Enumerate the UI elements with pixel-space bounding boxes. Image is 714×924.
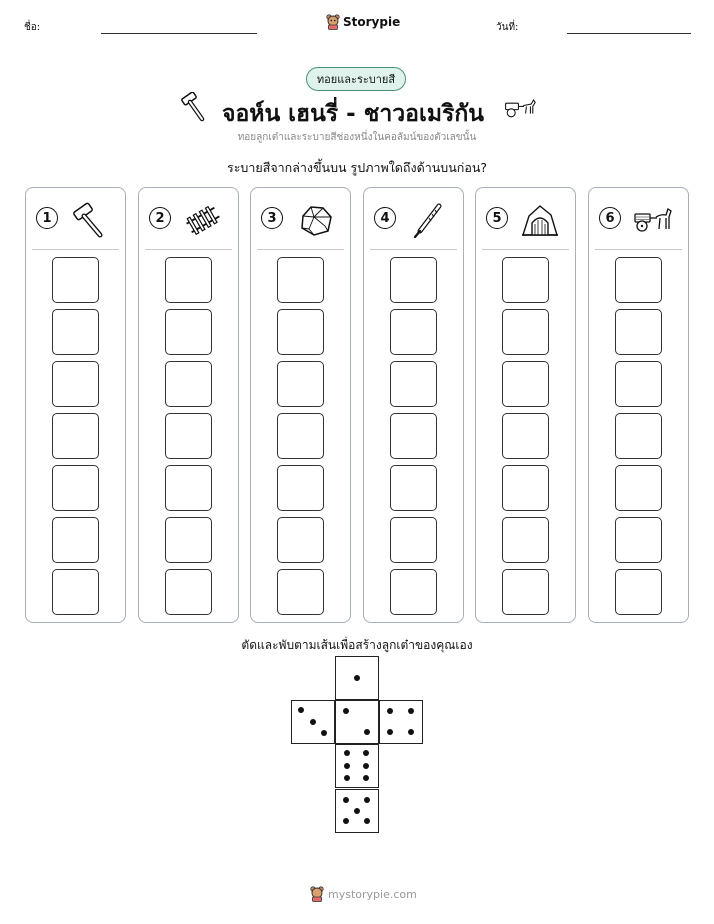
dice-pip [363, 775, 369, 781]
name-line[interactable] [101, 33, 257, 34]
dice-pip [364, 729, 370, 735]
column-2 [138, 187, 239, 623]
color-box[interactable] [165, 517, 212, 563]
dice-pip [344, 763, 350, 769]
column-number: 6 [599, 207, 621, 229]
color-box[interactable] [165, 257, 212, 303]
color-box[interactable] [502, 517, 549, 563]
drill-icon [408, 202, 448, 238]
column-1 [25, 187, 126, 623]
color-box[interactable] [52, 309, 99, 355]
dice-face-5 [335, 789, 379, 833]
instruction-subtitle: ทอยลูกเต๋าและระบายสีช่องหนึ่งในคอลัมน์ของตัวเลขนั้น [237, 132, 477, 143]
color-box[interactable] [52, 361, 99, 407]
dice-pip [354, 808, 360, 814]
dice-pip [363, 763, 369, 769]
dice-pip [343, 797, 349, 803]
color-box[interactable] [165, 361, 212, 407]
dice-pip [344, 775, 350, 781]
name-label: ชื่อ: [24, 22, 41, 33]
color-box[interactable] [52, 257, 99, 303]
color-box[interactable] [615, 569, 662, 615]
activity-tag: ทอยและระบายสี [306, 67, 406, 91]
color-box[interactable] [390, 517, 437, 563]
dice-pip [363, 750, 369, 756]
bear-icon [326, 14, 340, 30]
color-box[interactable] [277, 361, 324, 407]
dice-pip [364, 797, 370, 803]
column-divider [482, 249, 569, 250]
dice-pip [387, 708, 393, 714]
color-box[interactable] [390, 361, 437, 407]
color-box[interactable] [615, 517, 662, 563]
dice-pip [354, 675, 360, 681]
color-box[interactable] [277, 413, 324, 459]
column-divider [370, 249, 457, 250]
dice-pip [408, 708, 414, 714]
dice-pip [298, 707, 304, 713]
color-box[interactable] [52, 517, 99, 563]
column-header [149, 202, 229, 238]
dice-pip [344, 750, 350, 756]
column-number: 5 [486, 207, 508, 229]
color-box[interactable] [277, 517, 324, 563]
color-box[interactable] [502, 309, 549, 355]
column-4 [363, 187, 464, 623]
hammer-icon [180, 92, 206, 122]
column-header [261, 202, 341, 238]
color-box[interactable] [165, 413, 212, 459]
color-box[interactable] [502, 569, 549, 615]
color-box[interactable] [615, 309, 662, 355]
column-number: 3 [261, 207, 283, 229]
column-5 [475, 187, 576, 623]
dice-pip [343, 708, 349, 714]
dice-face-3 [291, 700, 335, 744]
color-box[interactable] [390, 257, 437, 303]
page-title: จอห์น เฮนรี่ - ชาวอเมริกัน [222, 101, 484, 127]
tunnel-icon [520, 202, 560, 238]
column-header [36, 202, 116, 238]
color-box[interactable] [615, 465, 662, 511]
color-box[interactable] [165, 569, 212, 615]
column-divider [595, 249, 682, 250]
column-number: 1 [36, 207, 58, 229]
color-box[interactable] [165, 465, 212, 511]
dice-pip [408, 729, 414, 735]
color-box[interactable] [390, 465, 437, 511]
color-box[interactable] [390, 309, 437, 355]
color-box[interactable] [390, 413, 437, 459]
column-divider [32, 249, 119, 250]
dice-pip [343, 818, 349, 824]
column-number: 2 [149, 207, 171, 229]
horse-cart-icon [504, 96, 536, 120]
date-line[interactable] [567, 33, 691, 34]
dice-pip [321, 730, 327, 736]
color-box[interactable] [502, 361, 549, 407]
dice-pip [310, 719, 316, 725]
color-box[interactable] [52, 569, 99, 615]
color-box[interactable] [277, 465, 324, 511]
color-box[interactable] [277, 569, 324, 615]
column-3 [250, 187, 351, 623]
cut-instruction: ตัดและพับตามเส้นเพื่อสร้างลูกเต๋าของคุณเอง [241, 638, 473, 652]
question-text: ระบายสีจากล่างขึ้นบน รูปภาพใดถึงด้านบนก่อน? [226, 160, 488, 175]
dice-face-1 [335, 656, 379, 700]
date-label: วันที่: [496, 22, 519, 33]
color-box[interactable] [502, 465, 549, 511]
color-box[interactable] [502, 257, 549, 303]
column-header [486, 202, 566, 238]
color-box[interactable] [165, 309, 212, 355]
horse-cart-icon [633, 202, 673, 238]
dice-face-2 [335, 700, 379, 744]
footer [310, 886, 417, 902]
brand-name: Storypie [343, 15, 401, 29]
railroad-track-icon [183, 202, 223, 238]
rock-icon [295, 202, 335, 238]
color-box[interactable] [52, 465, 99, 511]
color-box[interactable] [390, 569, 437, 615]
dice-pip [364, 818, 370, 824]
footer-url: mystorypie.com [328, 887, 417, 901]
dice-face-6 [335, 744, 379, 788]
column-6 [588, 187, 689, 623]
column-header [599, 202, 679, 238]
dice-pip [387, 729, 393, 735]
bear-icon [310, 886, 324, 902]
color-box[interactable] [615, 257, 662, 303]
color-box[interactable] [52, 413, 99, 459]
column-divider [145, 249, 232, 250]
brand-logo [326, 14, 400, 30]
hammer-icon [70, 202, 110, 238]
color-box[interactable] [502, 413, 549, 459]
dice-face-4 [379, 700, 423, 744]
column-number: 4 [374, 207, 396, 229]
color-box[interactable] [615, 413, 662, 459]
color-box[interactable] [615, 361, 662, 407]
color-box[interactable] [277, 257, 324, 303]
color-box[interactable] [277, 309, 324, 355]
column-header [374, 202, 454, 238]
column-divider [257, 249, 344, 250]
